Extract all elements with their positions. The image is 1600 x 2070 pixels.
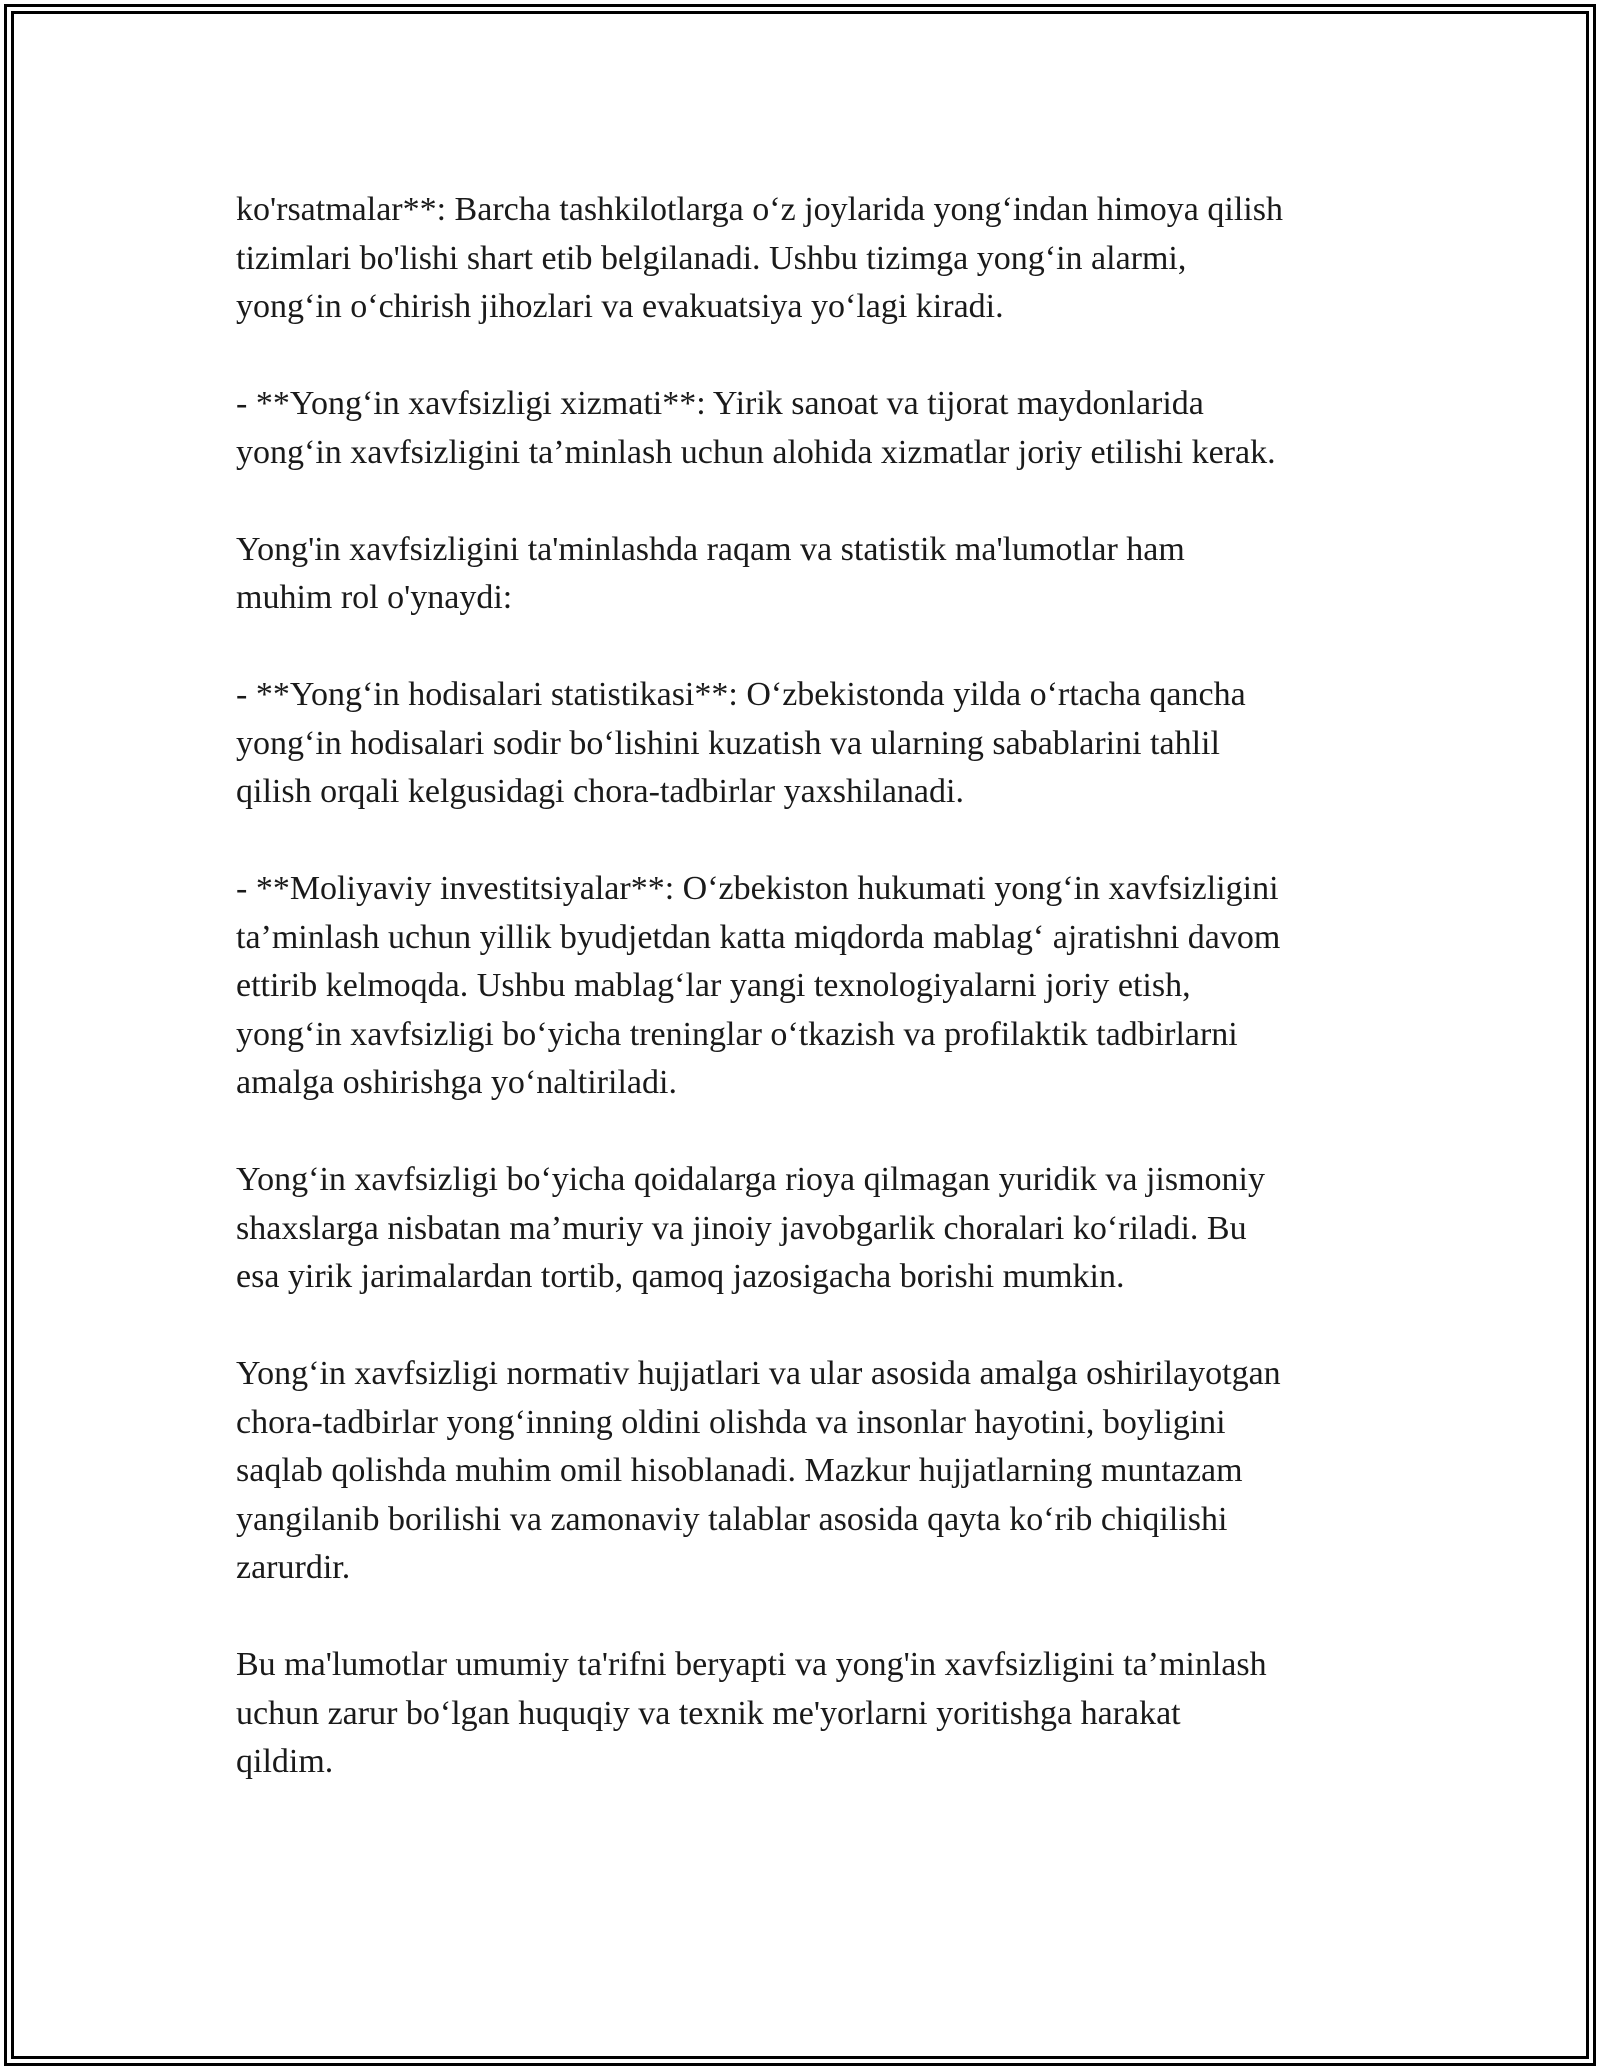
paragraph-normative-documents: Yong‘in xavfsizligi normativ hujjatlari va ular asosida amalga oshirilayotgan chora-tadbirlar yong‘inning oldini olishda va insonlar hayotini, boyligini saqlab qolishda muhim omil hisoblanadi. Mazkur hujjatlarning muntazam yangilanib borilishi va zamonaviy talablar asosida qayta ko‘rib chiqilishi zarurdir. (236, 1355, 1281, 1586)
paragraph-conclusion: Bu ma'lumotlar umumiy ta'rifni beryapti va yong'in xavfsizligini ta’minlash uchun zarur bo‘lgan huquqiy va texnik me'yorlarni yoritishga harakat qildim. (236, 1646, 1267, 1780)
paragraph-financial-investments: - **Moliyaviy investitsiyalar**: O‘zbekiston hukumati yong‘in xavfsizligini ta’minlash uchun yillik byudjetdan katta miqdorda mablag‘ ajratishni davom ettirib kelmoqda. Ushbu mablag‘lar yangi texnologiyalarni joriy etish, yong‘in xavfsizligi bo‘yicha treninglar o‘tkazish va profilaktik tadbirlarni amalga oshirishga yo‘naltiriladi. (236, 870, 1281, 1101)
paragraph-fire-safety-service: - **Yong‘in xavfsizligi xizmati**: Yirik sanoat va tijorat maydonlarida yong‘in xavfsizligini ta’minlash uchun alohida xizmatlar joriy etilishi kerak. (236, 385, 1276, 471)
paragraph-incident-statistics: - **Yong‘in hodisalari statistikasi**: O‘zbekistonda yilda o‘rtacha qancha yong‘in hodisalari sodir bo‘lishini kuzatish va ularning sabablarini tahlil qilish orqali kelgusidagi chora-tadbirlar yaxshilanadi. (236, 676, 1246, 810)
paragraph-safety-instructions: ko'rsatmalar**: Barcha tashkilotlarga o‘z joylarida yong‘indan himoya qilish tizimlari bo'lishi shart etib belgilanadi. Ushbu tizimga yong‘in alarmi, yong‘in o‘chirish jihozlari va evakuatsiya yo‘lagi kiradi. (236, 191, 1283, 325)
paragraph-liability: Yong‘in xavfsizligi bo‘yicha qoidalarga rioya qilmagan yuridik va jismoniy shaxslarga nisbatan ma’muriy va jinoiy javobgarlik choralari ko‘riladi. Bu esa yirik jarimalardan tortib, qamoq jazosigacha borishi mumkin. (236, 1161, 1265, 1295)
document-body (236, 186, 1376, 1835)
paragraph-statistics-intro: Yong'in xavfsizligini ta'minlashda raqam va statistik ma'lumotlar ham muhim rol o'ynaydi: (236, 530, 1185, 616)
